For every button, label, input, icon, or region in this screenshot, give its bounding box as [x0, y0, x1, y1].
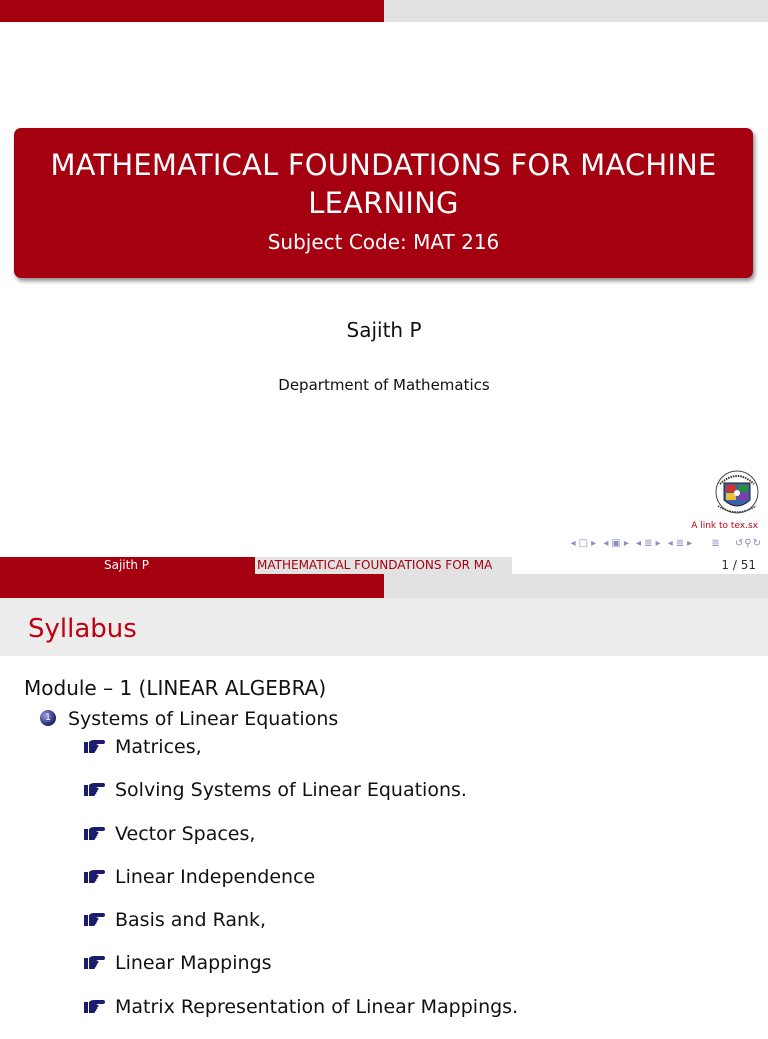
topic-label: Vector Spaces,	[115, 822, 256, 845]
list-item	[83, 736, 518, 779]
list-item	[83, 909, 518, 952]
list-item	[83, 996, 518, 1039]
department-name: Department of Mathematics	[278, 376, 490, 394]
footer-progress-filled	[255, 574, 384, 598]
nav-next-section-icon[interactable]: ▸	[687, 538, 694, 549]
frame-title: Syllabus	[28, 614, 137, 644]
list-item	[83, 823, 518, 866]
pointing-hand-icon	[83, 824, 105, 842]
presentation-title: MATHEMATICAL FOUNDATIONS FOR MACHINE LEARNING	[50, 148, 717, 220]
nav-prev-section-icon[interactable]: ◂	[667, 538, 674, 549]
enumerate-ball-icon: 1	[40, 710, 56, 726]
list-item	[83, 952, 518, 995]
nav-back-search-icon[interactable]: ↺⚲↻	[734, 538, 762, 549]
institution-logo-icon[interactable]	[714, 466, 760, 518]
pointing-hand-icon	[83, 953, 105, 971]
progress-bar-filled	[0, 0, 384, 22]
nav-next-slide-icon[interactable]: ▸	[591, 538, 598, 549]
footer-author: Sajith P	[104, 558, 149, 572]
topic-label: Basis and Rank,	[115, 909, 267, 932]
topic-label: Linear Independence	[115, 865, 316, 888]
beamer-navigation-symbols	[569, 538, 762, 549]
footer-author-box	[0, 557, 255, 598]
nav-prev-slide-icon[interactable]: ◂	[570, 538, 577, 549]
list-item	[83, 779, 518, 822]
syllabus-slide	[0, 598, 768, 1024]
pointing-hand-icon	[83, 867, 105, 885]
nav-subsection-icon[interactable]: ≣	[644, 538, 654, 549]
progress-bar-empty	[384, 0, 768, 22]
footer-progress-empty	[384, 574, 768, 598]
topic-label: Solving Systems of Linear Equations.	[115, 779, 467, 802]
topic-list	[83, 736, 518, 1039]
topic-label: Matrix Representation of Linear Mappings.	[115, 995, 519, 1018]
module-heading: Module – 1 (LINEAR ALGEBRA)	[24, 676, 327, 700]
nav-next-subsection-icon[interactable]: ▸	[655, 538, 662, 549]
enumerate-item	[40, 708, 338, 730]
frame-header	[0, 598, 768, 656]
title-box	[14, 128, 753, 278]
subject-code: Subject Code: MAT 216	[267, 230, 500, 254]
nav-prev-subsection-icon[interactable]: ◂	[636, 538, 643, 549]
nav-prev-frame-icon[interactable]: ◂	[603, 538, 610, 549]
pointing-hand-icon	[83, 737, 105, 755]
tex-sx-link[interactable]: A link to tex.sx	[691, 521, 758, 531]
topic-label: Linear Mappings	[115, 952, 272, 975]
author-name: Sajith P	[346, 318, 422, 342]
footer-page-number: 1 / 51	[721, 558, 756, 572]
pointing-hand-icon	[83, 780, 105, 798]
nav-section-icon[interactable]: ≣	[675, 538, 686, 549]
pointing-hand-icon	[83, 910, 105, 928]
footer-title-box	[255, 557, 512, 574]
nav-document-icon[interactable]: ≣	[711, 538, 721, 549]
footer-title: MATHEMATICAL FOUNDATIONS FOR MA	[257, 558, 493, 572]
nav-next-frame-icon[interactable]: ▸	[623, 538, 630, 549]
enumerate-item-label: Systems of Linear Equations	[68, 708, 339, 730]
pointing-hand-icon	[83, 997, 105, 1015]
nav-frame-icon[interactable]: ▣	[611, 538, 622, 549]
list-item	[83, 866, 518, 909]
nav-slide-icon[interactable]: □	[578, 538, 590, 549]
topic-label: Matrices,	[115, 736, 202, 758]
